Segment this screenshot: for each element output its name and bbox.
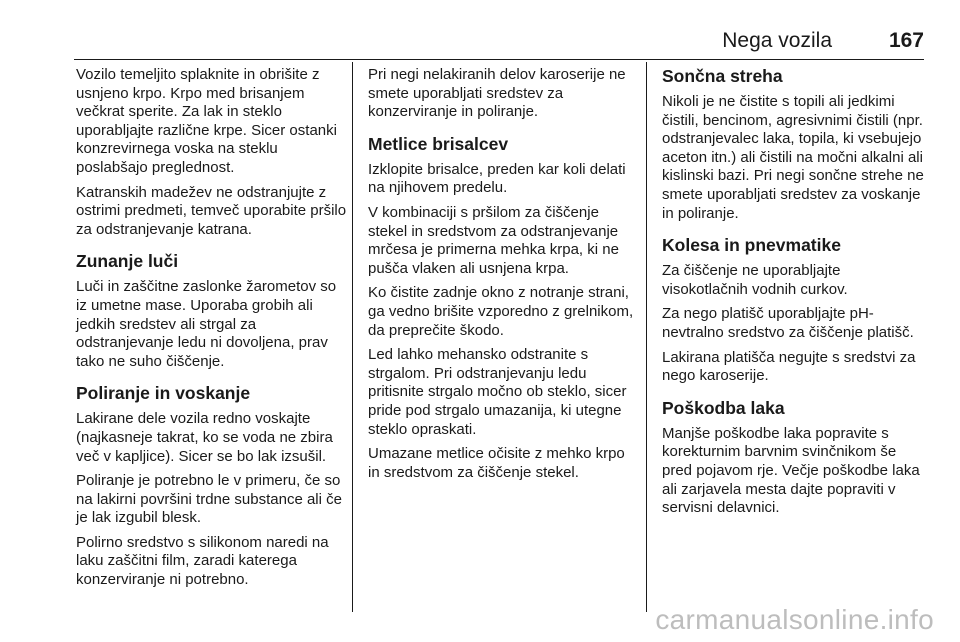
paragraph: Pri negi nelakiranih delov karoserije ne smete uporabljati sredstev za konzerviranje in poliranje. <box>368 66 626 121</box>
paragraph: Umazane metlice očisite z mehko krpo in sredstvom za čiščenje stekel. <box>368 445 625 481</box>
paragraph: Lakirane dele vozila redno voskajte (najkasneje takrat, ko se voda ne zbira več v kapljice). Sicer se bo lak izsušil. <box>76 410 333 465</box>
paragraph: Vozilo temeljito splaknite in obrišite z usnjeno krpo. Krpo med brisanjem večkrat sperite. Za lak in steklo uporabljajte različne krpe. Sicer ostanki konzrevirnega voska na steklu poslabšajo preglednost. <box>76 66 337 176</box>
paragraph: Nikoli je ne čistite s topili ali jedkimi čistili, bencinom, agresivnimi čistili (npr. odstranjevalec laka, topila, ki vsebujejo aceton itn.) ali čistili na močni alkalni ali kislinski bazi. Pri negi sončne strehe ne smete uporabljati sredstev za voskanje in poliranje. <box>662 93 924 222</box>
column-divider <box>646 62 647 612</box>
header-rule <box>74 59 924 60</box>
paragraph: Lakirana platišča negujte s sredstvi za nego karoserije. <box>662 348 916 385</box>
page-header <box>0 25 960 61</box>
column-divider <box>352 62 353 612</box>
heading-polishing-waxing: Poliranje in voskanje <box>76 383 251 404</box>
paragraph: Za čiščenje ne uporabljajte visokotlačnih vodnih curkov. <box>662 262 848 298</box>
paragraph: Katranskih madežev ne odstranjujte z ostrimi predmeti, temveč uporabite pršilo za odstranjevanje katrana. <box>76 183 347 238</box>
paragraph: Manjše poškodbe laka popravite s korekturnim barvnim svinčnikom še pred pojavom rje. Večje poškodbe laka ali zarjavela mesta dajte popraviti v servisni delavnici. <box>662 424 920 517</box>
heading-wiper-blades: Metlice brisalcev <box>368 133 509 154</box>
paragraph: V kombinaciji s pršilom za čiščenje stekel in sredstvom za odstranjevanje mrčesa je primerna mehka krpa, ki ne pušča vlaken ali usnjena krpa. <box>368 203 619 277</box>
paragraph: Led lahko mehansko odstranite s strgalom. Pri odstranjevanju ledu pritisnite strgalo močno ob steklo, sicer pride pod strgalo umazanija, ki utegne steklo opraskati. <box>368 346 627 438</box>
paragraph: Za nego platišč uporabljajte pH-nevtralno sredstvo za čiščenje platišč. <box>662 305 914 341</box>
heading-exterior-lights: Zunanje luči <box>76 251 179 272</box>
column-right <box>662 66 930 524</box>
heading-paint-damage: Poškodba laka <box>662 397 785 418</box>
column-middle <box>368 66 640 488</box>
paragraph: Luči in zaščitne zaslonke žarometov so iz umetne mase. Uporaba grobih ali jedkih sredstev ali strgal za odstranjevanje ledu ni dovoljena, prav tako ne suho čiščenje. <box>76 278 337 370</box>
heading-wheels-tyres: Kolesa in pnevmatike <box>662 235 841 256</box>
heading-sunroof: Sončna streha <box>662 66 783 86</box>
section-title: Nega vozila <box>722 29 832 52</box>
page-number: 167 <box>888 29 924 52</box>
paragraph: Ko čistite zadnje okno z notranje strani, ga vedno brišite vzporedno z grelnikom, da preprečite škodo. <box>368 284 634 339</box>
column-left <box>76 66 348 596</box>
paragraph: Izklopite brisalce, preden kar koli delati na njihovem predelu. <box>368 160 626 197</box>
watermark: carmanualsonline.info <box>655 604 934 635</box>
paragraph: Polirno sredstvo s silikonom naredi na laku zaščitni film, zaradi katerega konzerviranje ni potrebno. <box>76 533 329 589</box>
paragraph: Poliranje je potrebno le v primeru, če so na lakirni površini trdne substance ali če je lak izgubil blesk. <box>76 472 342 527</box>
